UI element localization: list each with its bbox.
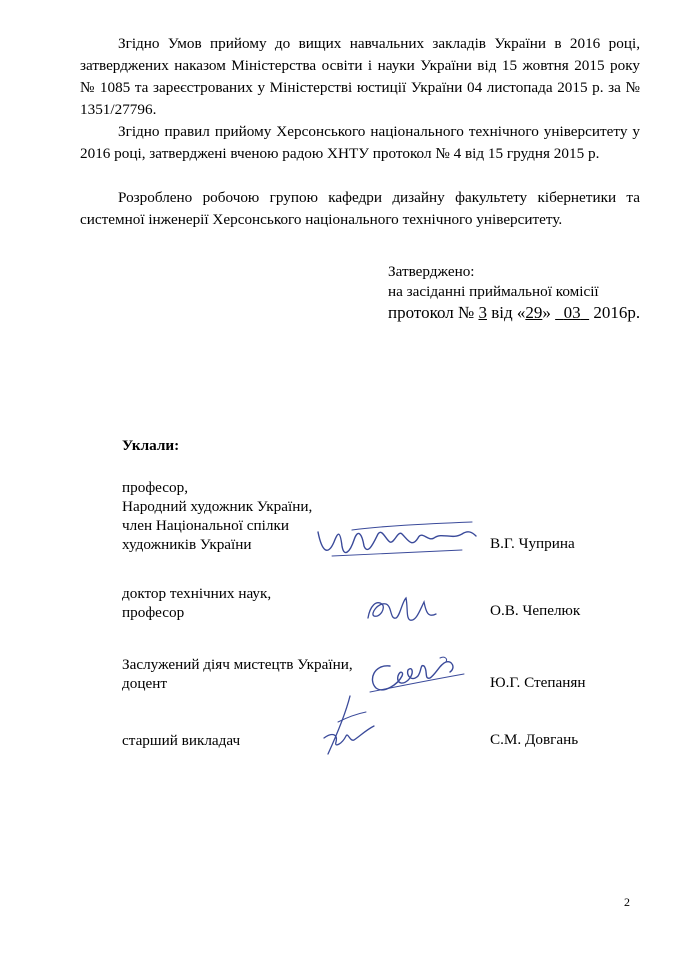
signature-4 <box>316 692 386 762</box>
protocol-number: 3 <box>478 303 487 322</box>
paragraph-admission-rules: Згідно Умов прийому до вищих навчальних закладів України в 2016 році, затверджених наказом Міністерства освіти і науки України від 15 жовтня 2015 року № 1085 та зареєстрованих у Міністерстві юстиції України 04 листопада 2015 р. за № 1351/27796. <box>80 35 640 118</box>
protocol-month: 03 <box>563 303 581 322</box>
protocol-quote-close: » <box>542 303 556 322</box>
compiler-3-name: Ю.Г. Степанян <box>490 674 586 691</box>
signature-1 <box>312 512 482 562</box>
compiler-2-role <box>122 584 271 622</box>
compiler-2-name: О.В. Чепелюк <box>490 602 581 619</box>
compiler-3-role <box>122 655 353 693</box>
compiler-1-role <box>122 478 312 554</box>
signature-2 <box>362 592 442 628</box>
protocol-from: від « <box>486 303 526 322</box>
compiler-4-role <box>122 731 240 750</box>
compiler-3-role-line: Заслужений діяч мистецтв України, <box>122 656 353 673</box>
protocol-year: 2016р. <box>589 303 641 322</box>
paragraph-university-rules: Згідно правил прийому Херсонського національного технічного університету у 2016 році, затверджені вченою радою ХНТУ протокол № 4 від 15 грудня 2015 р. <box>80 123 640 162</box>
compiler-2-role-line: професор <box>122 604 185 621</box>
compiler-4-role-line: старший викладач <box>122 732 241 749</box>
compiler-4-name: С.М. Довгань <box>490 731 579 748</box>
compilers-heading: Уклали: <box>122 437 180 454</box>
paragraph-developed-by: Розроблено робочою групою кафедри дизайну факультету кібернетики та системної інженерії Херсонського національного технічного університету. <box>80 189 640 228</box>
compiler-2-role-line: доктор технічних наук, <box>122 585 272 602</box>
approval-protocol <box>388 302 640 324</box>
compiler-1-role-line: Народний художник України, <box>122 498 313 515</box>
protocol-day: 29 <box>525 303 543 322</box>
approval-meeting: на засіданні приймальної комісії <box>388 283 599 300</box>
approval-label: Затверджено: <box>388 263 475 280</box>
compiler-1-role-line: професор, <box>122 479 189 496</box>
protocol-prefix: протокол № <box>388 303 479 322</box>
page-number: 2 <box>624 895 630 909</box>
compiler-1-role-line: художників України <box>122 536 252 553</box>
compiler-1-name: В.Г. Чуприна <box>490 535 575 552</box>
compiler-1-role-line: член Національної спілки <box>122 517 289 534</box>
compiler-3-role-line: доцент <box>122 675 167 692</box>
